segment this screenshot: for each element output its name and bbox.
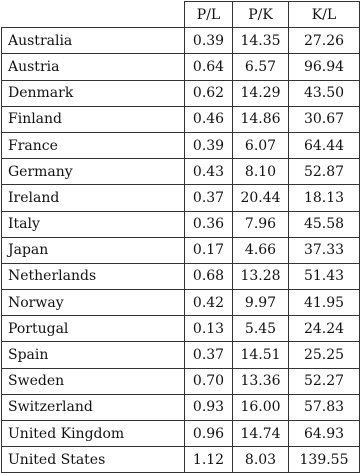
kl-cell: 18.13 [289,185,360,211]
pk-cell: 6.57 [233,54,289,80]
kl-cell: 64.93 [289,421,360,447]
kl-cell: 57.83 [289,394,360,420]
table-row [2,421,360,447]
pk-cell: 14.86 [233,106,289,132]
table-row [2,185,360,211]
pk-cell: 14.51 [233,342,289,368]
header-row [2,2,360,28]
table-row [2,342,360,368]
table-row [2,80,360,106]
pl-cell: 0.93 [185,394,233,420]
country-cell: United Kingdom [2,421,185,447]
pk-cell: 9.97 [233,290,289,316]
pk-cell: 14.35 [233,28,289,54]
table-body [2,28,360,473]
header-pl: P/L [185,2,233,28]
pl-cell: 0.70 [185,368,233,394]
country-cell: Netherlands [2,263,185,289]
country-cell: Japan [2,237,185,263]
pl-cell: 0.96 [185,421,233,447]
pl-cell: 0.39 [185,28,233,54]
table-row [2,447,360,473]
header-pk: P/K [233,2,289,28]
kl-cell: 45.58 [289,211,360,237]
country-cell: Denmark [2,80,185,106]
pl-cell: 0.17 [185,237,233,263]
pk-cell: 13.36 [233,368,289,394]
table-row [2,54,360,80]
pl-cell: 0.68 [185,263,233,289]
pl-cell: 0.64 [185,54,233,80]
kl-cell: 24.24 [289,316,360,342]
kl-cell: 25.25 [289,342,360,368]
kl-cell: 52.27 [289,368,360,394]
kl-cell: 96.94 [289,54,360,80]
country-cell: Italy [2,211,185,237]
table-row [2,237,360,263]
kl-cell: 139.55 [289,447,360,473]
table-row [2,394,360,420]
pk-cell: 20.44 [233,185,289,211]
pk-cell: 8.03 [233,447,289,473]
pl-cell: 0.36 [185,211,233,237]
country-cell: Austria [2,54,185,80]
header-country [2,2,185,28]
kl-cell: 64.44 [289,132,360,158]
pk-cell: 4.66 [233,237,289,263]
kl-cell: 27.26 [289,28,360,54]
pl-cell: 0.43 [185,159,233,185]
pk-cell: 6.07 [233,132,289,158]
table-row [2,368,360,394]
table-row [2,316,360,342]
table-row [2,159,360,185]
kl-cell: 43.50 [289,80,360,106]
country-cell: Switzerland [2,394,185,420]
country-cell: United States [2,447,185,473]
table-row [2,263,360,289]
kl-cell: 52.87 [289,159,360,185]
kl-cell: 30.67 [289,106,360,132]
table-row [2,28,360,54]
country-cell: Spain [2,342,185,368]
pk-cell: 16.00 [233,394,289,420]
table-row [2,290,360,316]
pk-cell: 13.28 [233,263,289,289]
header-kl: K/L [289,2,360,28]
pk-cell: 14.74 [233,421,289,447]
pk-cell: 5.45 [233,316,289,342]
country-cell: Germany [2,159,185,185]
pl-cell: 0.39 [185,132,233,158]
pk-cell: 8.10 [233,159,289,185]
country-cell: Portugal [2,316,185,342]
pl-cell: 0.37 [185,342,233,368]
pl-cell: 0.37 [185,185,233,211]
country-cell: Finland [2,106,185,132]
pl-cell: 0.42 [185,290,233,316]
data-table [1,1,360,473]
kl-cell: 37.33 [289,237,360,263]
table-row [2,132,360,158]
kl-cell: 51.43 [289,263,360,289]
country-cell: Ireland [2,185,185,211]
country-cell: Sweden [2,368,185,394]
kl-cell: 41.95 [289,290,360,316]
pl-cell: 0.46 [185,106,233,132]
pk-cell: 14.29 [233,80,289,106]
pk-cell: 7.96 [233,211,289,237]
country-cell: Norway [2,290,185,316]
table-row [2,211,360,237]
country-cell: France [2,132,185,158]
pl-cell: 0.13 [185,316,233,342]
country-cell: Australia [2,28,185,54]
pl-cell: 0.62 [185,80,233,106]
pl-cell: 1.12 [185,447,233,473]
table-row [2,106,360,132]
